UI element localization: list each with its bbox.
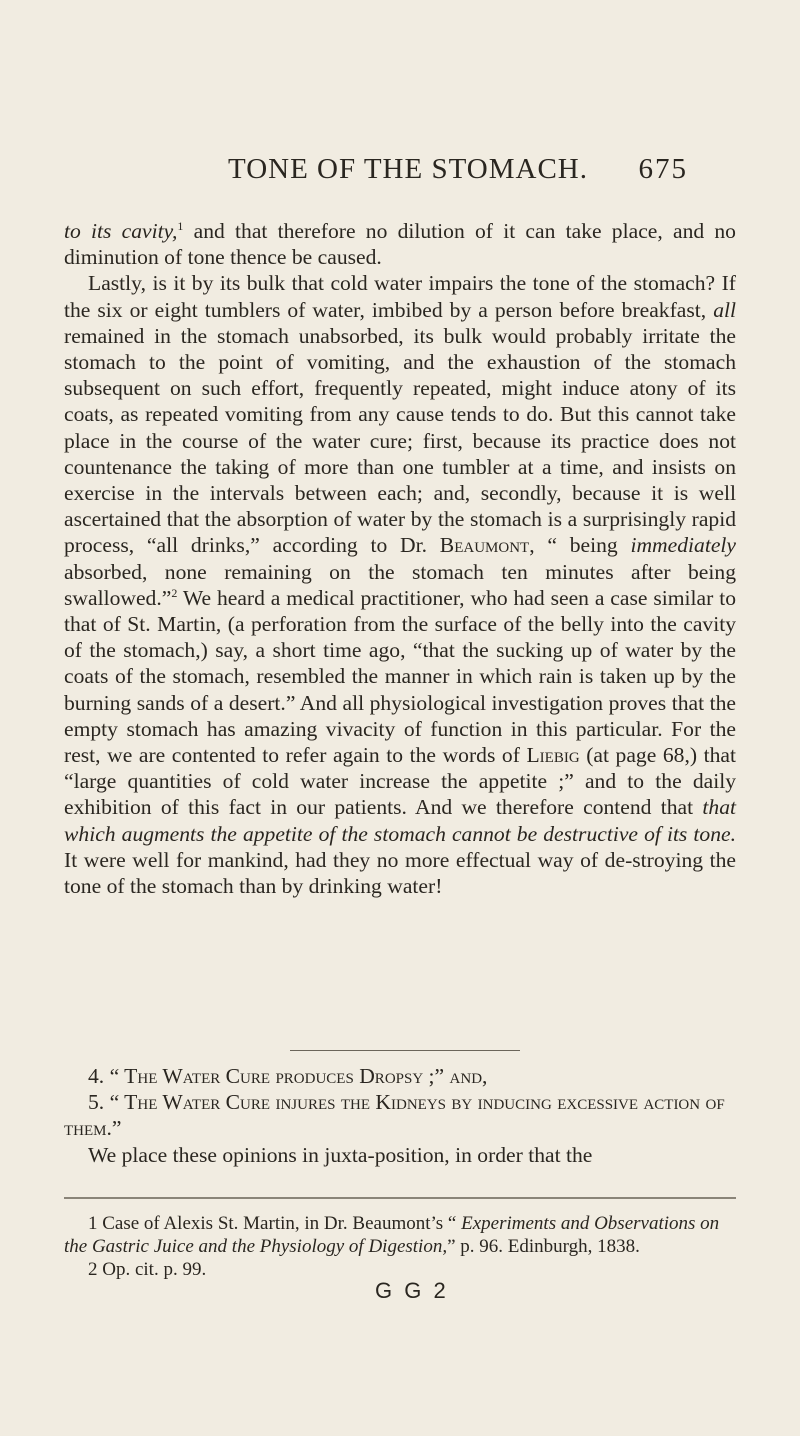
footnote-2: 2 Op. cit. p. 99. [88,1259,207,1280]
main-text [64,218,736,899]
running-title: TONE OF THE STOMACH. [228,153,588,185]
text: ” p. 96. Edinburgh, 1838. [447,1236,640,1257]
text: (at page 68,) that “large quantities of cold water increase the appetite ;” and to the daily exhibition of this fact in our patients. And we therefore contend that [64,743,736,820]
italic-text: Experiments and Observations on the Gastric Juice and the Physiology of Digestion, [64,1213,720,1257]
page-number: 675 [638,153,688,185]
italic-text: to its cavity, [64,219,178,243]
paragraph-2 [64,270,736,899]
italic-text: that which augments the appetite of the stomach cannot be destructive of its tone. [64,795,736,846]
item-5: 5. “ The Water Cure injures the Kidneys by inducing excessive action of them.” [64,1090,725,1141]
italic-text: immediately [630,533,736,558]
text: It were well for mankind, had they no more effectual way of de-stroying the tone of the stomach than by drinking water! [64,847,736,899]
paragraph-3: We place these opinions in juxta-position, in order that the [88,1142,593,1167]
text: absorbed, none remaining on the stomach ten minutes after being swallowed.” [64,559,736,610]
paragraph-1 [64,218,736,270]
footnote-ref: 2 [171,585,178,600]
text: Lastly, is it by its bulk that cold water impairs the tone of the stomach? If the six or eight tumblers of water, imbibed by a person before breakfast, [64,271,736,322]
text: , “ being [529,533,631,558]
text: We heard a medical practitioner, who had seen a case similar to that of St. Martin, (a perforation from the surface of the belly into the cavity of the stomach,) say, a short time ago, “that the sucking up of water by the coats of the stomach, resembled the manner in which rain is taken up by the burning sands of a desert.” And all physiological investigation proves that the empty stomach has amazing vivacity of function in this particular. For the rest, we are contented to refer again to the words of [64,585,736,768]
footnote-ref: 1 [177,218,184,233]
italic-text: all [713,297,736,322]
section-divider [290,1050,520,1051]
footnote-1 [64,1212,736,1258]
footnote-divider [64,1197,736,1199]
text: 1 Case of Alexis St. Martin, in Dr. Beaumont’s “ [88,1213,462,1234]
small-caps-name: Beaumont [439,533,530,558]
signature-mark: G G 2 [375,1278,449,1303]
text: remained in the stomach unabsorbed, its bulk would probably irritate the stomach to the point of vomiting, and the exhaustion of the stomach subsequent on such effort, frequently repeated, might induce atony of its coats, as repeated vomiting from any cause tends to do. But this cannot take place in the course of the water cure; first, because its practice does not countenance the taking of more than one tumbler at a time, and insists on exercise in the intervals between each; and, secondly, because it is well ascertained that the absorption of water by the stomach is a surprisingly rapid process, “all drinks,” according to Dr. [64,323,736,558]
running-header [228,153,688,186]
footnotes [64,1212,736,1281]
numbered-items [64,1063,736,1168]
item-4: 4. “ The Water Cure produces Dropsy ;” and, [88,1064,488,1088]
small-caps-name: Liebig [526,743,580,768]
text: and that therefore no dilution of it can take place, and no diminution of tone thence be caused. [64,219,736,270]
